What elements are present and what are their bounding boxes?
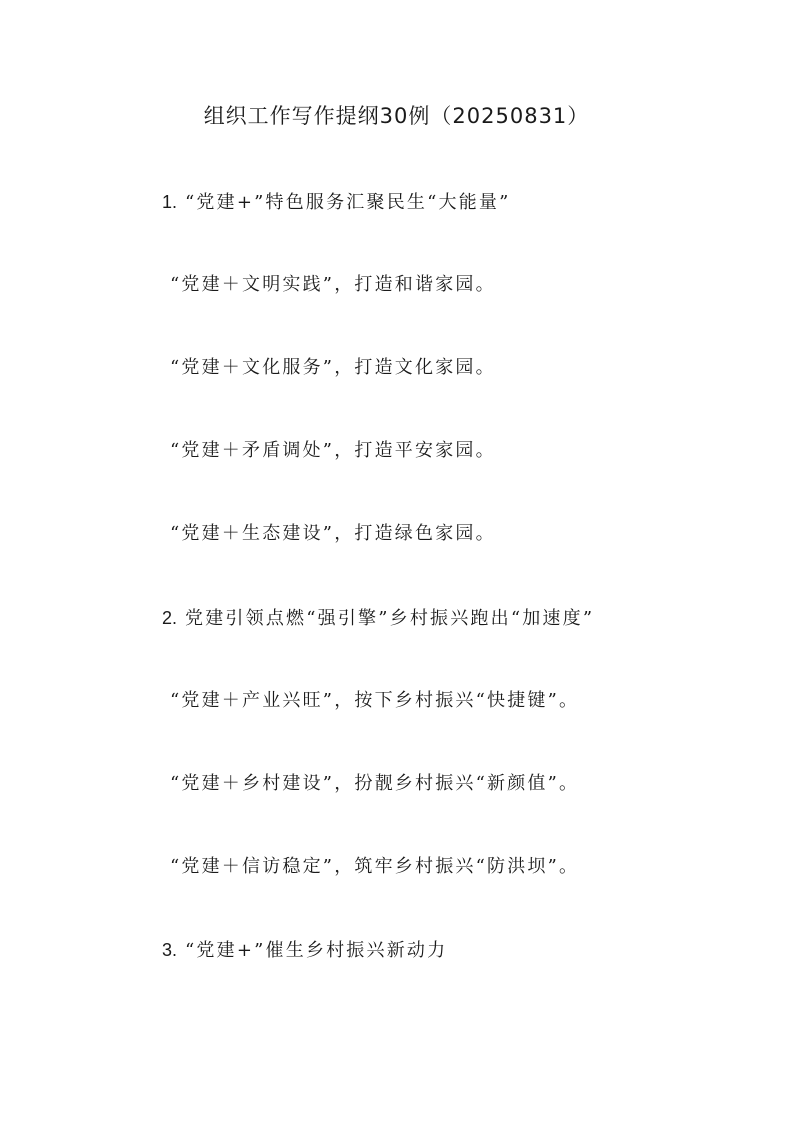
section-heading-3 — [162, 935, 447, 966]
list-item: “党建＋文明实践”，打造和谐家园。 — [170, 274, 496, 295]
section-heading-text: “党建+”催生乡村振兴新动力 — [185, 940, 448, 961]
section-heading-1 — [162, 187, 511, 218]
list-item: “党建＋矛盾调处”，打造平安家园。 — [170, 440, 496, 461]
document-title: 组织工作写作提纲30例（20250831） — [203, 104, 590, 128]
list-item: “党建＋产业兴旺”，按下乡村振兴“快捷键”。 — [170, 690, 580, 711]
section-heading-text: “党建+”特色服务汇聚民生“大能量” — [185, 192, 511, 213]
list-item: “党建＋乡村建设”，扮靓乡村振兴“新颜值”。 — [170, 773, 580, 794]
section-heading-2 — [162, 603, 594, 634]
section-number: 3. — [162, 940, 178, 960]
section-heading-text: 党建引领点燃“强引擎”乡村振兴跑出“加速度” — [185, 608, 595, 629]
list-item: “党建＋生态建设”，打造绿色家园。 — [170, 523, 496, 544]
section-number: 2. — [162, 608, 178, 628]
list-item: “党建＋信访稳定”，筑牢乡村振兴“防洪坝”。 — [170, 856, 580, 877]
section-number: 1. — [162, 192, 178, 212]
list-item: “党建＋文化服务”，打造文化家园。 — [170, 357, 496, 378]
